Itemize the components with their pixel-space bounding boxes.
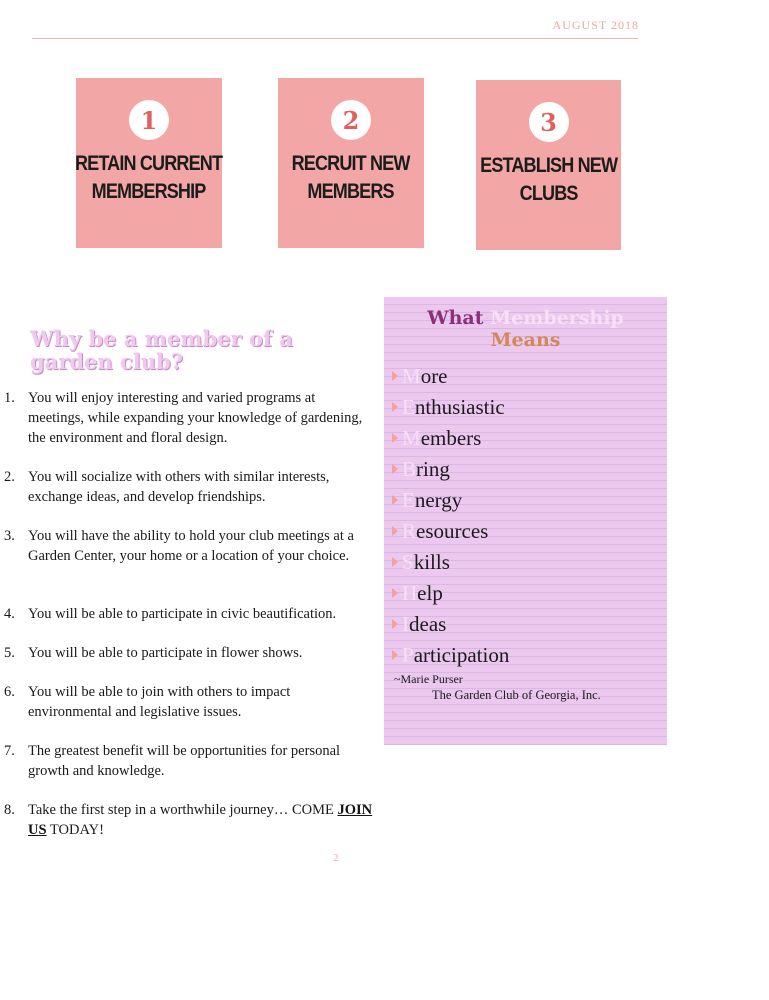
arrow-icon — [392, 619, 398, 629]
acrostic-item — [392, 519, 662, 543]
acrostic-initial: M — [402, 426, 421, 450]
acrostic-item — [392, 488, 662, 512]
reason-text: You will be able to join with others to impact environmental and legislative issues. — [28, 684, 291, 720]
reason-number: 2. — [4, 469, 15, 485]
acrostic-word: ring — [416, 457, 450, 481]
acrostic-initial: I — [402, 612, 409, 636]
acrostic-word: nthusiastic — [414, 395, 505, 419]
arrow-icon — [392, 557, 398, 567]
header-date: AUGUST 2018 — [552, 18, 639, 32]
acrostic-item — [392, 550, 662, 574]
reason-text: You will be able to participate in civic beautification. — [28, 606, 337, 622]
acrostic-item — [392, 581, 662, 605]
acrostic-initial: S — [402, 550, 414, 574]
acrostic-word: deas — [409, 612, 447, 636]
acrostic-item — [392, 612, 662, 636]
arrow-icon — [392, 402, 398, 412]
acrostic-initial: M — [402, 364, 421, 388]
reason-number: 3. — [4, 528, 15, 544]
header-divider — [32, 38, 638, 39]
goal-number-badge: 3 — [529, 102, 569, 142]
acrostic-word: ore — [420, 364, 448, 388]
goal-label-line: MEMBERS — [307, 180, 395, 203]
join-us-link[interactable]: JOIN US — [28, 802, 373, 838]
acrostic-item — [392, 426, 662, 450]
goal-box-recruit — [278, 78, 424, 248]
acrostic-word: elp — [417, 581, 443, 605]
reason-number: 6. — [4, 684, 15, 700]
goal-label-line: CLUBS — [519, 182, 578, 205]
goal-label-line: MEMBERSHIP — [92, 180, 206, 203]
acrostic-item — [392, 364, 662, 388]
acrostic-word: esources — [416, 519, 489, 543]
reason-text: You will socialize with others with similar interests, exchange ideas, and develop friendships. — [28, 469, 330, 505]
reason-text: You will enjoy interesting and varied programs at meetings, while expanding your knowledge of gardening, the environment and floral design. — [28, 390, 363, 446]
page-number: 2 — [333, 852, 339, 864]
goal-box-establish — [476, 80, 621, 250]
acrostic-item — [392, 457, 662, 481]
acrostic-initial: P — [402, 643, 414, 667]
acrostic-item — [392, 395, 662, 419]
card-title-word: What — [427, 307, 484, 329]
acrostic-word: embers — [420, 426, 482, 450]
acrostic-initial: E — [402, 488, 415, 512]
acrostic-initial: H — [402, 581, 418, 605]
goal-label-line: RETAIN CURRENT — [75, 152, 223, 175]
reason-number: 5. — [4, 645, 15, 661]
reason-number: 1. — [4, 390, 15, 406]
acrostic-item — [392, 643, 662, 667]
goal-box-retain — [76, 78, 222, 248]
goal-label — [75, 150, 222, 206]
goal-label-line: ESTABLISH NEW — [480, 154, 617, 177]
arrow-icon — [392, 371, 398, 381]
reason-number: 7. — [4, 743, 15, 759]
arrow-icon — [392, 495, 398, 505]
goal-label — [480, 152, 617, 208]
quote-organization: The Garden Club of Georgia, Inc. — [432, 688, 601, 702]
goal-number-badge: 1 — [129, 100, 169, 140]
card-title-word: Membership — [490, 307, 624, 329]
reason-text-lead: Take the first step in a worthwhile journey… COME — [28, 802, 334, 818]
reason-number: 4. — [4, 606, 15, 622]
acrostic-word: articipation — [413, 643, 510, 667]
acrostic-initial: B — [402, 457, 417, 481]
reason-text — [28, 800, 373, 840]
acrostic-word: kills — [413, 550, 450, 574]
why-title-line: Why be a member of a — [30, 326, 293, 351]
reason-text: You will be able to participate in flower shows. — [28, 645, 303, 661]
arrow-icon — [392, 650, 398, 660]
goal-label — [292, 150, 410, 206]
arrow-icon — [392, 526, 398, 536]
goal-number-badge: 2 — [331, 100, 371, 140]
quote-author: ~Marie Purser — [394, 672, 463, 686]
reason-text: You will have the ability to hold your club meetings at a Garden Center, your home or a location of your choice. — [28, 528, 354, 564]
arrow-icon — [392, 433, 398, 443]
reason-text: The greatest benefit will be opportunities for personal growth and knowledge. — [28, 743, 341, 779]
why-title-line: garden club? — [30, 349, 183, 374]
reason-text-tail: TODAY! — [49, 822, 104, 838]
acrostic-word: nergy — [414, 488, 463, 512]
arrow-icon — [392, 588, 398, 598]
acrostic-initial: E — [402, 395, 415, 419]
card-title — [384, 307, 667, 351]
goal-label-line: RECRUIT NEW — [292, 152, 410, 175]
reason-number: 8. — [4, 802, 15, 818]
card-title-word: Means — [490, 329, 561, 351]
acrostic-initial: R — [402, 519, 417, 543]
arrow-icon — [392, 464, 398, 474]
membership-card — [384, 297, 667, 745]
